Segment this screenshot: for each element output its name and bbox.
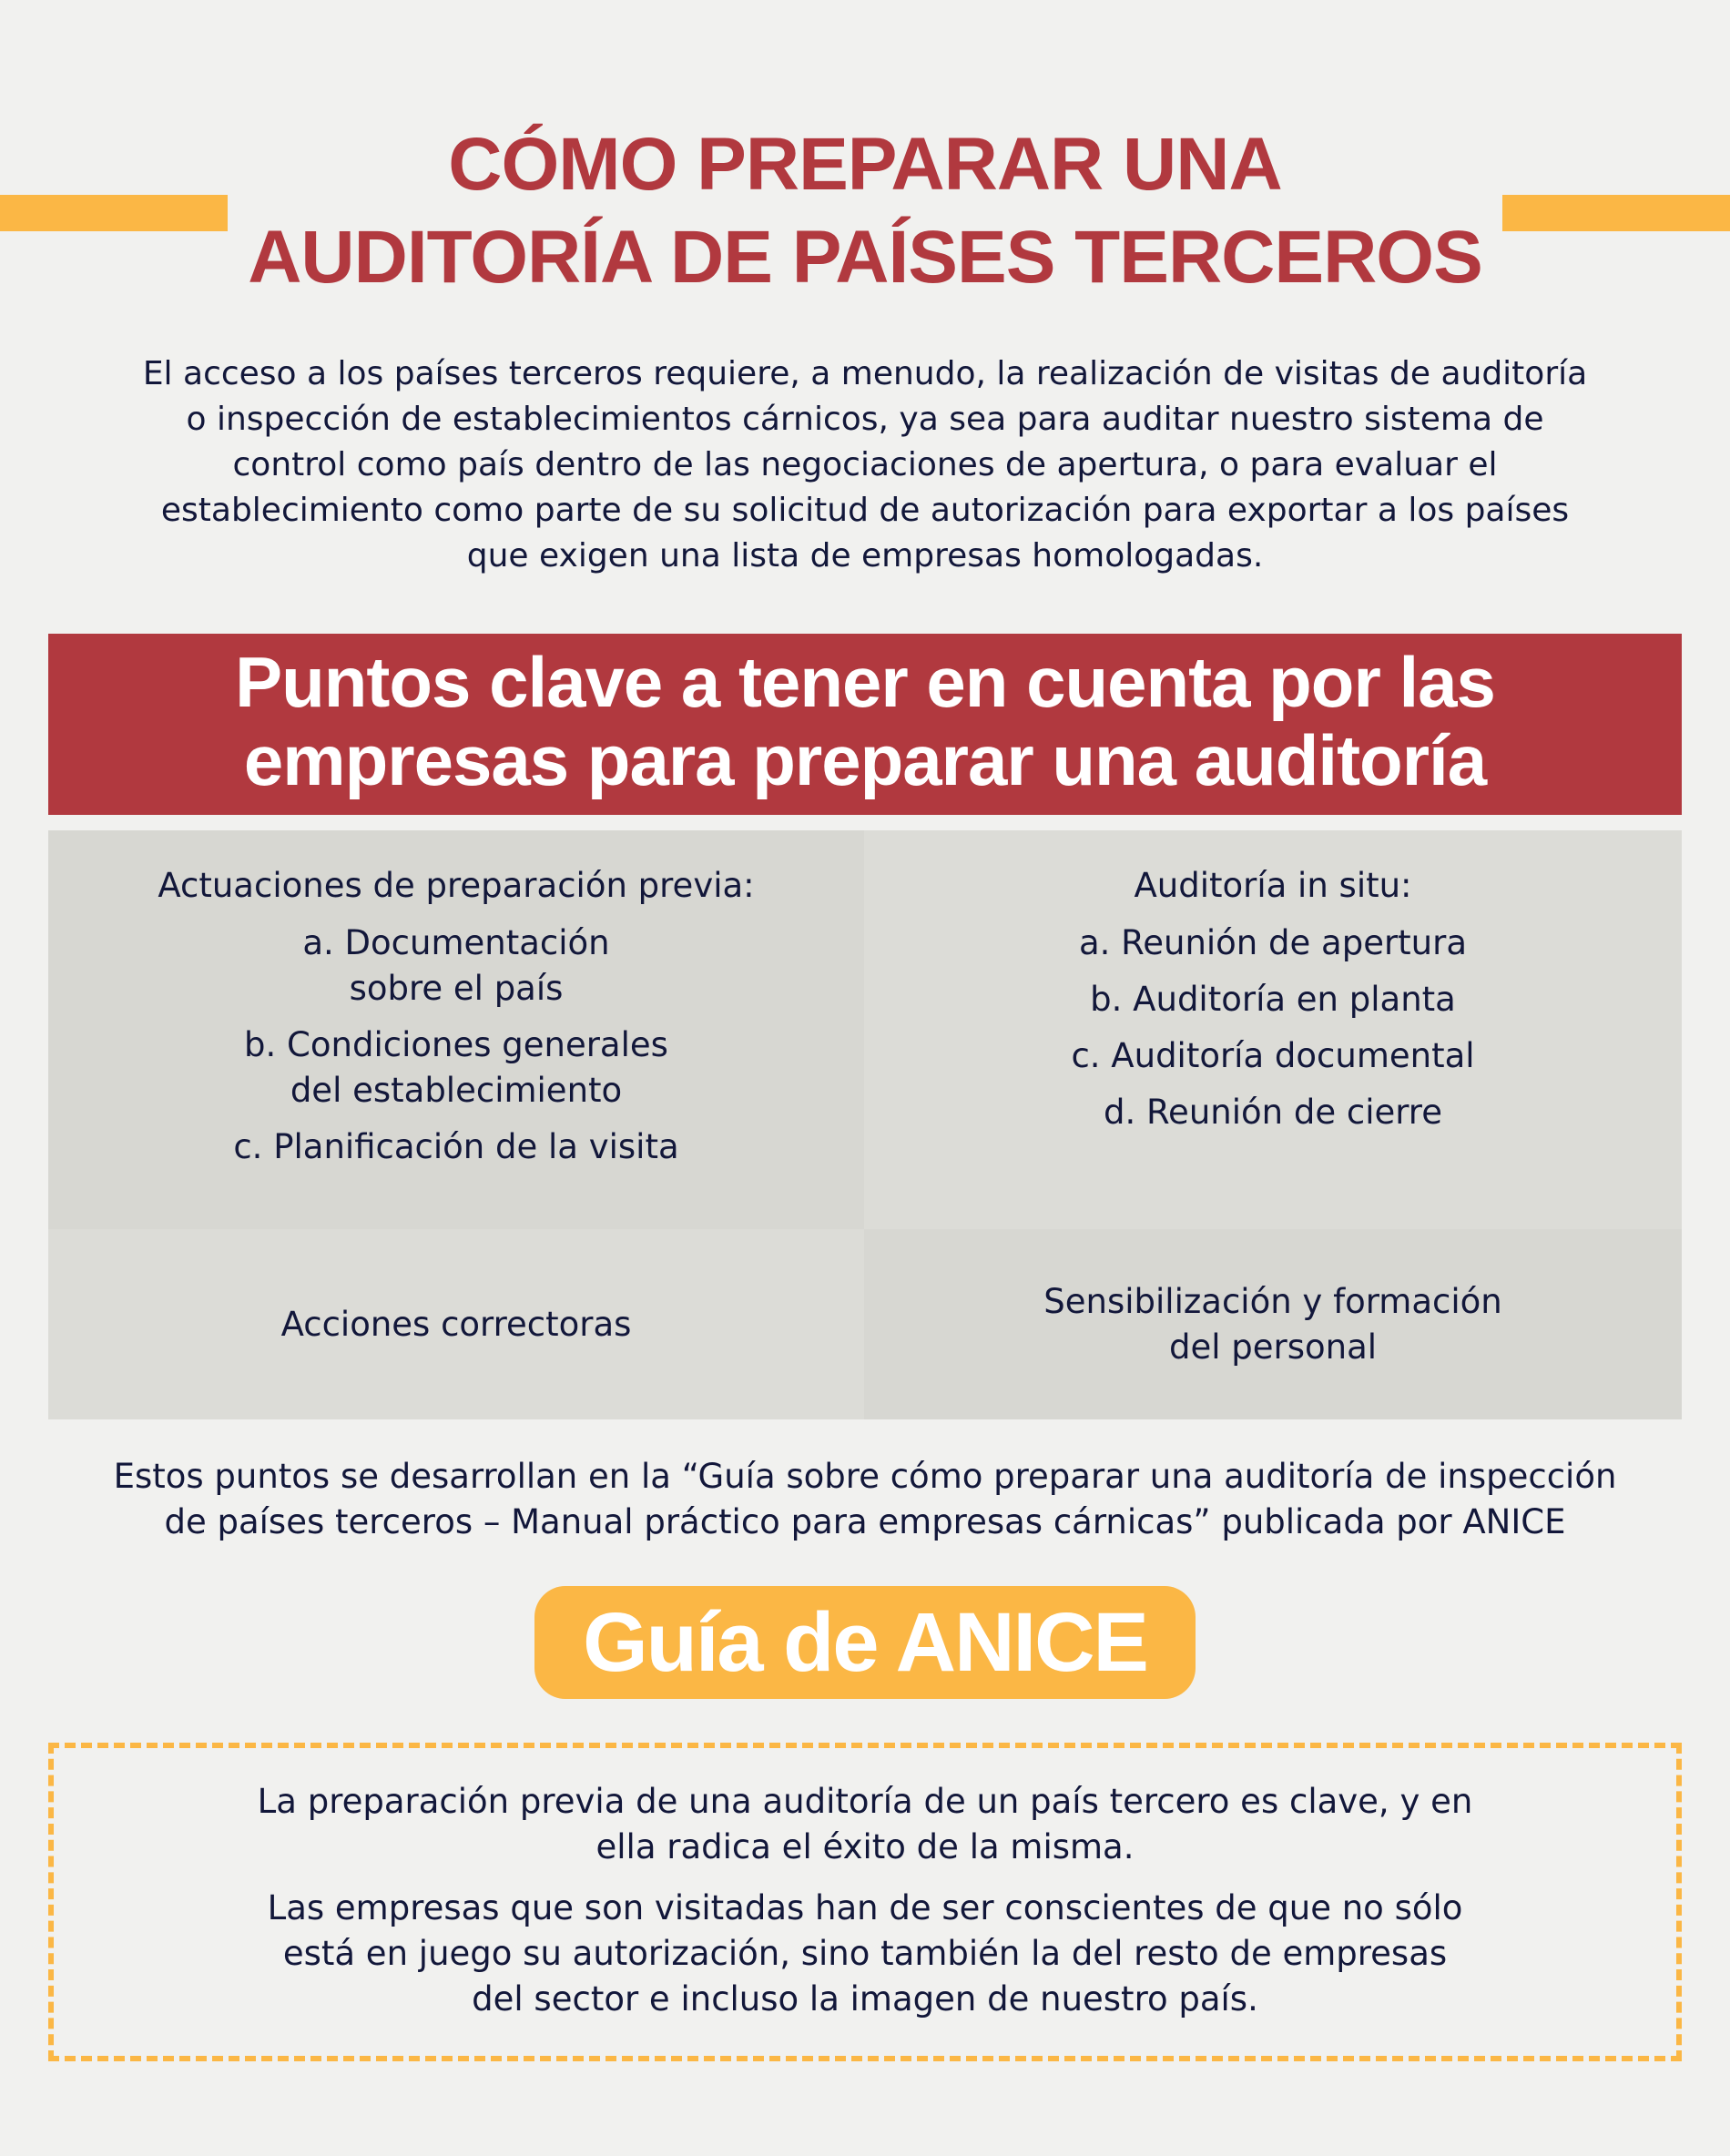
preparation-cell: [48, 830, 864, 1229]
conclusion-paragraph-2: [54, 1886, 1676, 2022]
onsite-heading: Auditoría in situ:: [1134, 866, 1412, 905]
conclusion-line: La preparación previa de una auditoría de un país tercero es clave, y en: [257, 1782, 1473, 1821]
training-label: [1018, 1279, 1528, 1370]
key-points-grid: [48, 830, 1682, 1419]
onsite-list: [864, 920, 1682, 1135]
preparation-list: [48, 920, 864, 1170]
list-item: [48, 1022, 864, 1114]
list-item: c. Auditoría documental: [1071, 1036, 1475, 1075]
intro-line: o inspección de establecimientos cárnicos, ya sea para auditar nuestro sistema de: [186, 401, 1544, 438]
conclusion-line: está en juego su autorización, sino también la del resto de empresas: [282, 1934, 1448, 1973]
list-item: [48, 920, 864, 1012]
list-item-line: c. Planificación de la visita: [233, 1127, 679, 1166]
intro-line: control como país dentro de las negociaciones de apertura, o para evaluar el: [232, 446, 1498, 483]
corrective-actions-cell: [48, 1229, 864, 1419]
conclusion-callout: [48, 1743, 1682, 2061]
anice-guide-button[interactable]: Guía de ANICE: [534, 1586, 1196, 1699]
list-item-line: a. Documentación: [302, 923, 610, 962]
source-note: [91, 1454, 1639, 1545]
corrective-actions-label: Acciones correctoras: [280, 1304, 632, 1344]
training-line-2: del personal: [1168, 1327, 1378, 1367]
banner-line-2: empresas para preparar una auditoría: [243, 720, 1487, 800]
conclusion-line: ella radica el éxito de la misma.: [595, 1827, 1135, 1866]
list-item-line: del establecimiento: [290, 1071, 623, 1110]
key-points-banner: [48, 634, 1682, 815]
list-item-line: b. Condiciones generales: [244, 1025, 668, 1064]
intro-paragraph: [100, 351, 1630, 579]
list-item: d. Reunión de cierre: [1104, 1093, 1442, 1132]
source-line-2: de países terceros – Manual práctico para empresas cárnicas” publicada por ANICE: [164, 1502, 1566, 1541]
intro-line: El acceso a los países terceros requiere, a menudo, la realización de visitas de auditoría: [142, 355, 1588, 392]
training-cell: [864, 1229, 1682, 1419]
preparation-heading: Actuaciones de preparación previa:: [158, 866, 755, 905]
conclusion-line: del sector e incluso la imagen de nuestro país.: [472, 1979, 1258, 2019]
source-line-1: Estos puntos se desarrollan en la “Guía sobre cómo preparar una auditoría de inspección: [113, 1457, 1617, 1496]
conclusion-paragraph-1: [54, 1779, 1676, 1870]
conclusion-line: Las empresas que son visitadas han de ser conscientes de que no sólo: [267, 1888, 1463, 1927]
onsite-audit-cell: [864, 830, 1682, 1229]
list-item: b. Auditoría en planta: [1090, 980, 1456, 1019]
list-item-line: sobre el país: [349, 969, 564, 1008]
training-line-1: Sensibilización y formación: [1043, 1281, 1502, 1321]
page-title-line-1: CÓMO PREPARAR UNA: [448, 123, 1282, 206]
page-title: [182, 118, 1548, 304]
intro-line: que exigen una lista de empresas homologadas.: [466, 537, 1264, 575]
page-title-line-2: AUDITORÍA DE PAÍSES TERCEROS: [248, 216, 1482, 299]
list-item: [48, 1124, 864, 1170]
intro-line: establecimiento como parte de su solicitud de autorización para exportar a los países: [160, 492, 1570, 529]
banner-line-1: Puntos clave a tener en cuenta por las: [235, 642, 1495, 722]
list-item: a. Reunión de apertura: [1078, 923, 1468, 962]
